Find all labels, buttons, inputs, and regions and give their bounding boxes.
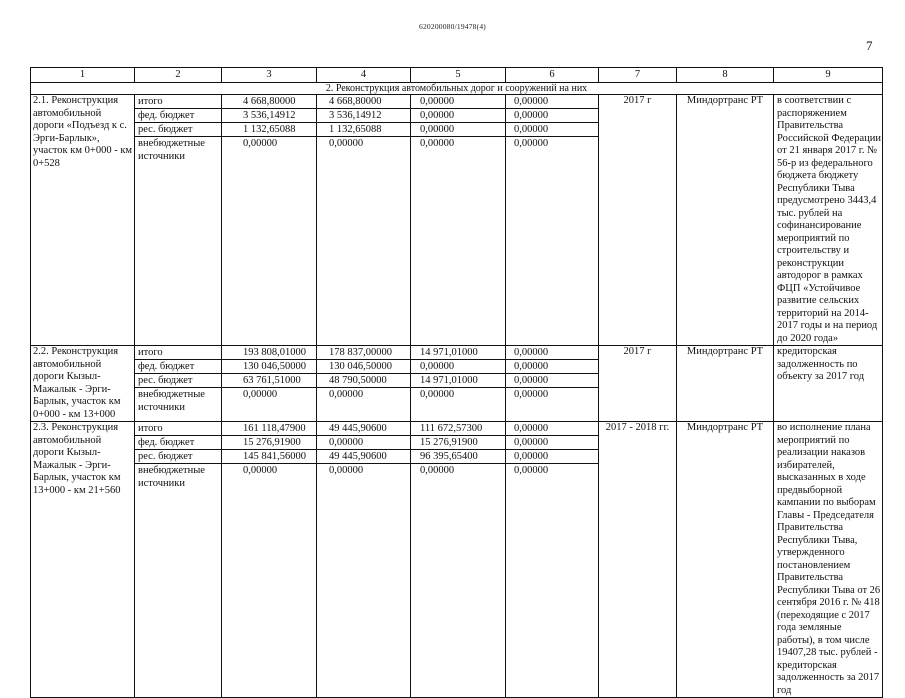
section-title-row xyxy=(31,83,883,95)
object-name: 2.3. Реконструкция автомобильной дороги Кызыл-Мажалык - Эрги-Барлык, участок км 13+000 - км 21+560 xyxy=(31,422,135,698)
source-label: итого xyxy=(135,95,221,109)
amount-value: 0,00000 xyxy=(411,109,505,123)
amount-value: 0,00000 xyxy=(514,465,549,476)
column-header: 3 xyxy=(222,68,317,83)
amount-value: 0,00000 xyxy=(506,360,598,374)
amount-value: 48 790,50000 xyxy=(317,374,410,388)
amount-value: 0,00000 xyxy=(506,450,598,464)
amount-col4 xyxy=(317,95,411,346)
object-name: 2.1. Реконструкция автомобильной дороги «Подъезд к с. Эрги-Барлык», участок км 0+000 - км 0+528 xyxy=(31,95,135,346)
column-header: 9 xyxy=(774,68,883,83)
amount-value: 178 837,00000 xyxy=(317,346,410,360)
implementation-year: 2017 г xyxy=(599,346,677,422)
program-table xyxy=(30,67,883,698)
amount-value: 0,00000 xyxy=(329,389,364,400)
amount-value: 1 132,65088 xyxy=(222,123,316,137)
amount-value: 0,00000 xyxy=(420,389,455,400)
amount-value: 130 046,50000 xyxy=(222,360,316,374)
amount-col6 xyxy=(506,422,599,698)
amount-value: 15 276,91900 xyxy=(222,436,316,450)
amount-value: 0,00000 xyxy=(243,465,278,476)
column-header: 1 xyxy=(31,68,135,83)
table-row xyxy=(31,346,883,422)
amount-total xyxy=(222,422,317,698)
note: во исполнение плана мероприятий по реализации наказов избирателей, высказанных в ходе предвыборной кампании по выборам Главы - Председателя Правительства Республики Тыва, утвержденного постановлением Правительства Республики Тыва от 26 сентября 2016 г. № 418 (переходящие с 2017 года земляные работы), в том числе 19407,28 тыс. рублей - кредиторская задолженность за 2017 год xyxy=(774,422,883,698)
amount-value: 0,00000 xyxy=(317,436,410,450)
amount-value: 3 536,14912 xyxy=(317,109,410,123)
amount-col4 xyxy=(317,346,411,422)
amount-value: 49 445,90600 xyxy=(317,422,410,436)
amount-col5 xyxy=(411,422,506,698)
source-label: итого xyxy=(135,346,221,360)
amount-value: 0,00000 xyxy=(411,123,505,137)
source-label: фед. бюджет xyxy=(135,109,221,123)
amount-value: 145 841,56000 xyxy=(222,450,316,464)
funding-sources xyxy=(135,422,222,698)
amount-value: 0,00000 xyxy=(420,465,455,476)
source-label: внебюджетные источники xyxy=(138,465,205,489)
column-header: 4 xyxy=(317,68,411,83)
amount-col6 xyxy=(506,346,599,422)
source-label: итого xyxy=(135,422,221,436)
amount-col6 xyxy=(506,95,599,346)
note: в соответствии с распоряжением Правительства Российской Федерации от 21 января 2017 г. № 56-р из федерального бюджета бюджету Республики Тыва предусмотрено 3443,4 тыс. рублей на софинансирование мероприятий по строительству и реконструкции автодорог в рамках ФЦП «Устойчивое развитие сельских территорий на 2014-2017 годы и на период до 2020 года» xyxy=(774,95,883,346)
amount-value: 4 668,80000 xyxy=(317,95,410,109)
amount-value: 0,00000 xyxy=(411,360,505,374)
amount-value: 49 445,90600 xyxy=(317,450,410,464)
amount-value: 14 971,01000 xyxy=(411,346,505,360)
amount-value: 1 132,65088 xyxy=(317,123,410,137)
column-header: 8 xyxy=(677,68,774,83)
source-label: фед. бюджет xyxy=(135,360,221,374)
amount-value: 15 276,91900 xyxy=(411,436,505,450)
document-number: 620200080/19478(4) xyxy=(419,22,486,31)
implementation-year: 2017 - 2018 гг. xyxy=(599,422,677,698)
amount-value: 3 536,14912 xyxy=(222,109,316,123)
implementation-year: 2017 г xyxy=(599,95,677,346)
column-header-row xyxy=(31,68,883,83)
table-row xyxy=(31,95,883,346)
amount-value: 0,00000 xyxy=(506,346,598,360)
funding-sources xyxy=(135,346,222,422)
column-header: 2 xyxy=(135,68,222,83)
source-label: рес. бюджет xyxy=(135,450,221,464)
amount-col5 xyxy=(411,346,506,422)
executor: Миндортранс РТ xyxy=(677,95,774,346)
source-label: рес. бюджет xyxy=(135,374,221,388)
section-title: 2. Реконструкция автомобильных дорог и сооружений на них xyxy=(31,83,883,95)
page-number: 7 xyxy=(866,38,873,53)
column-header: 6 xyxy=(506,68,599,83)
amount-value: 0,00000 xyxy=(506,109,598,123)
amount-value: 4 668,80000 xyxy=(222,95,316,109)
column-header: 7 xyxy=(599,68,677,83)
object-name: 2.2. Реконструкция автомобильной дороги Кызыл-Мажалык - Эрги-Барлык, участок км 0+000 - км 13+000 xyxy=(31,346,135,422)
amount-value: 111 672,57300 xyxy=(411,422,505,436)
table-row xyxy=(31,422,883,698)
amount-value: 63 761,51000 xyxy=(222,374,316,388)
amount-value: 0,00000 xyxy=(506,95,598,109)
amount-value: 193 808,01000 xyxy=(222,346,316,360)
executor: Миндортранс РТ xyxy=(677,422,774,698)
amount-value: 0,00000 xyxy=(411,95,505,109)
funding-sources xyxy=(135,95,222,346)
amount-value: 0,00000 xyxy=(329,138,364,149)
source-label: внебюджетные источники xyxy=(138,389,205,413)
note: кредиторская задолженность по объекту за 2017 год xyxy=(774,346,883,422)
source-label: внебюджетные источники xyxy=(138,138,205,162)
amount-value: 130 046,50000 xyxy=(317,360,410,374)
amount-col4 xyxy=(317,422,411,698)
amount-col5 xyxy=(411,95,506,346)
amount-value: 0,00000 xyxy=(506,123,598,137)
amount-value: 96 395,65400 xyxy=(411,450,505,464)
amount-value: 0,00000 xyxy=(243,138,278,149)
amount-value: 0,00000 xyxy=(329,465,364,476)
amount-value: 14 971,01000 xyxy=(411,374,505,388)
amount-value: 0,00000 xyxy=(420,138,455,149)
amount-value: 0,00000 xyxy=(506,422,598,436)
amount-value: 0,00000 xyxy=(514,138,549,149)
amount-total xyxy=(222,95,317,346)
amount-value: 0,00000 xyxy=(506,436,598,450)
amount-value: 0,00000 xyxy=(514,389,549,400)
amount-value: 0,00000 xyxy=(243,389,278,400)
source-label: рес. бюджет xyxy=(135,123,221,137)
executor: Миндортранс РТ xyxy=(677,346,774,422)
column-header: 5 xyxy=(411,68,506,83)
amount-value: 0,00000 xyxy=(506,374,598,388)
amount-total xyxy=(222,346,317,422)
amount-value: 161 118,47900 xyxy=(222,422,316,436)
source-label: фед. бюджет xyxy=(135,436,221,450)
